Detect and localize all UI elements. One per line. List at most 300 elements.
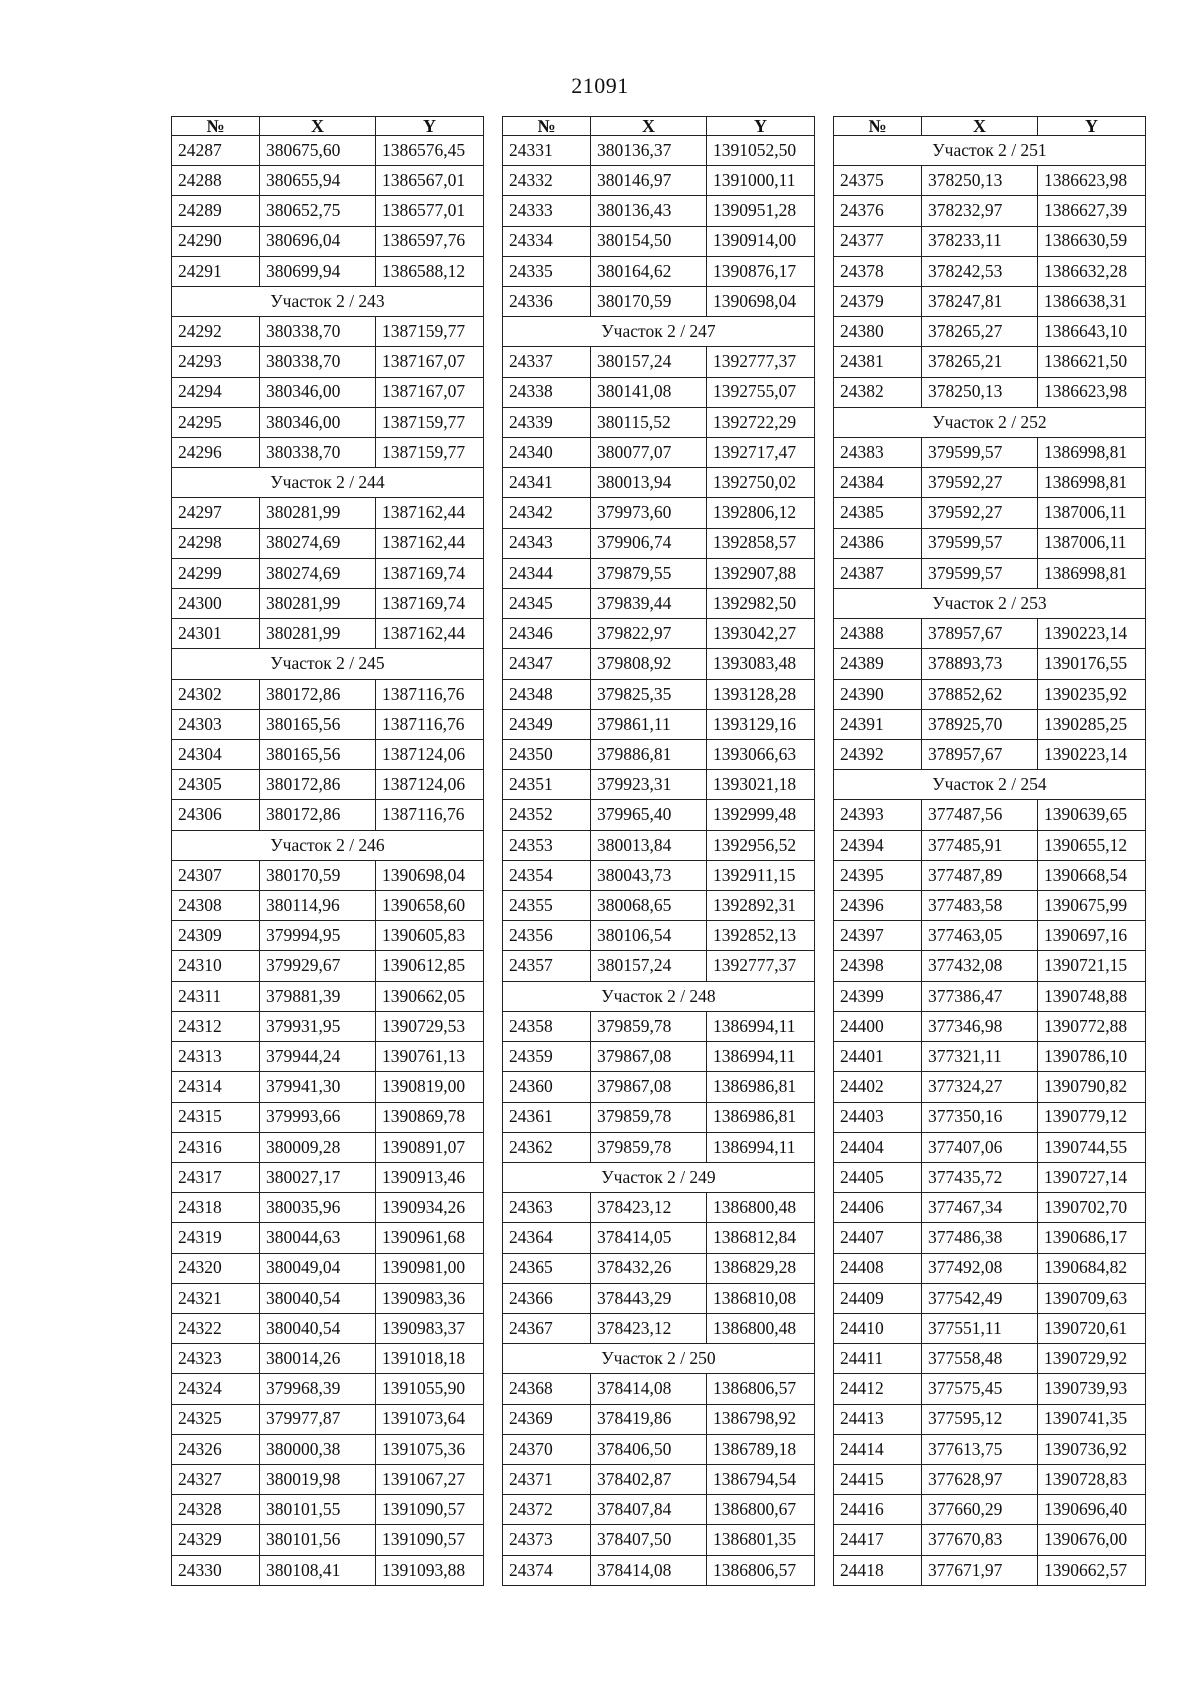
table-row xyxy=(503,468,815,498)
point-number-cell: 24301 xyxy=(172,619,260,649)
x-coordinate-cell: 380165,56 xyxy=(260,709,376,739)
x-coordinate-cell: 380106,54 xyxy=(591,921,707,951)
point-number-cell: 24358 xyxy=(503,1011,591,1041)
table-row xyxy=(503,1404,815,1434)
y-coordinate-cell: 1390961,68 xyxy=(376,1223,484,1253)
y-coordinate-cell: 1390223,14 xyxy=(1038,619,1146,649)
point-number-cell: 24288 xyxy=(172,166,260,196)
point-number-cell: 24331 xyxy=(503,136,591,166)
x-coordinate-cell: 379822,97 xyxy=(591,619,707,649)
header-y: Y xyxy=(376,117,484,136)
point-number-cell: 24413 xyxy=(834,1404,922,1434)
table-row xyxy=(503,770,815,800)
x-coordinate-cell: 378957,67 xyxy=(922,619,1038,649)
table-row xyxy=(172,528,484,558)
x-coordinate-cell: 380338,70 xyxy=(260,317,376,347)
point-number-cell: 24297 xyxy=(172,498,260,528)
x-coordinate-cell: 380049,04 xyxy=(260,1253,376,1283)
point-number-cell: 24295 xyxy=(172,407,260,437)
x-coordinate-cell: 379825,35 xyxy=(591,679,707,709)
table-row xyxy=(503,709,815,739)
x-coordinate-cell: 378406,50 xyxy=(591,1434,707,1464)
point-number-cell: 24414 xyxy=(834,1434,922,1464)
x-coordinate-cell: 377670,83 xyxy=(922,1525,1038,1555)
x-coordinate-cell: 377346,98 xyxy=(922,1011,1038,1041)
x-coordinate-cell: 378232,97 xyxy=(922,196,1038,226)
y-coordinate-cell: 1387006,11 xyxy=(1038,528,1146,558)
table-row xyxy=(834,1193,1146,1223)
x-coordinate-cell: 378402,87 xyxy=(591,1464,707,1494)
table-row xyxy=(834,166,1146,196)
y-coordinate-cell: 1390709,63 xyxy=(1038,1283,1146,1313)
x-coordinate-cell: 378407,50 xyxy=(591,1525,707,1555)
point-number-cell: 24407 xyxy=(834,1223,922,1253)
y-coordinate-cell: 1386986,81 xyxy=(707,1072,815,1102)
point-number-cell: 24381 xyxy=(834,347,922,377)
table-row xyxy=(834,860,1146,890)
point-number-cell: 24398 xyxy=(834,951,922,981)
point-number-cell: 24402 xyxy=(834,1072,922,1102)
x-coordinate-cell: 378925,70 xyxy=(922,709,1038,739)
x-coordinate-cell: 377671,97 xyxy=(922,1555,1038,1585)
point-number-cell: 24374 xyxy=(503,1555,591,1585)
x-coordinate-cell: 377407,06 xyxy=(922,1132,1038,1162)
table-row xyxy=(172,377,484,407)
x-coordinate-cell: 380136,37 xyxy=(591,136,707,166)
point-number-cell: 24387 xyxy=(834,558,922,588)
y-coordinate-cell: 1387162,44 xyxy=(376,528,484,558)
y-coordinate-cell: 1387124,06 xyxy=(376,740,484,770)
y-coordinate-cell: 1390655,12 xyxy=(1038,830,1146,860)
x-coordinate-cell: 379965,40 xyxy=(591,800,707,830)
y-coordinate-cell: 1392806,12 xyxy=(707,498,815,528)
table-row xyxy=(172,981,484,1011)
table-row xyxy=(172,1072,484,1102)
header-x: X xyxy=(922,117,1038,136)
x-coordinate-cell: 378247,81 xyxy=(922,287,1038,317)
point-number-cell: 24379 xyxy=(834,287,922,317)
section-row xyxy=(503,317,815,347)
header-x: X xyxy=(591,117,707,136)
x-coordinate-cell: 380141,08 xyxy=(591,377,707,407)
table-row xyxy=(834,951,1146,981)
point-number-cell: 24376 xyxy=(834,196,922,226)
y-coordinate-cell: 1392858,57 xyxy=(707,528,815,558)
point-number-cell: 24382 xyxy=(834,377,922,407)
coordinate-table-right xyxy=(833,116,1146,1586)
table-row xyxy=(834,1283,1146,1313)
point-number-cell: 24340 xyxy=(503,438,591,468)
x-coordinate-cell: 378957,67 xyxy=(922,740,1038,770)
point-number-cell: 24366 xyxy=(503,1283,591,1313)
point-number-cell: 24293 xyxy=(172,347,260,377)
table-row xyxy=(172,1283,484,1313)
point-number-cell: 24405 xyxy=(834,1162,922,1192)
x-coordinate-cell: 379931,95 xyxy=(260,1011,376,1041)
section-label: Участок 2 / 253 xyxy=(834,589,1146,619)
x-coordinate-cell: 378250,13 xyxy=(922,166,1038,196)
point-number-cell: 24311 xyxy=(172,981,260,1011)
header-y: Y xyxy=(1038,117,1146,136)
table-row xyxy=(503,1434,815,1464)
point-number-cell: 24352 xyxy=(503,800,591,830)
y-coordinate-cell: 1390981,00 xyxy=(376,1253,484,1283)
y-coordinate-cell: 1387162,44 xyxy=(376,619,484,649)
point-number-cell: 24307 xyxy=(172,860,260,890)
table-row xyxy=(503,377,815,407)
x-coordinate-cell: 377595,12 xyxy=(922,1404,1038,1434)
table-row xyxy=(503,860,815,890)
point-number-cell: 24369 xyxy=(503,1404,591,1434)
point-number-cell: 24412 xyxy=(834,1374,922,1404)
table-row xyxy=(172,1162,484,1192)
point-number-cell: 24287 xyxy=(172,136,260,166)
point-number-cell: 24359 xyxy=(503,1042,591,1072)
y-coordinate-cell: 1392777,37 xyxy=(707,951,815,981)
x-coordinate-cell: 379867,08 xyxy=(591,1072,707,1102)
table-row xyxy=(172,740,484,770)
point-number-cell: 24351 xyxy=(503,770,591,800)
y-coordinate-cell: 1390741,35 xyxy=(1038,1404,1146,1434)
point-number-cell: 24361 xyxy=(503,1102,591,1132)
point-number-cell: 24326 xyxy=(172,1434,260,1464)
y-coordinate-cell: 1386627,39 xyxy=(1038,196,1146,226)
x-coordinate-cell: 378852,62 xyxy=(922,679,1038,709)
x-coordinate-cell: 379599,57 xyxy=(922,438,1038,468)
y-coordinate-cell: 1390727,14 xyxy=(1038,1162,1146,1192)
x-coordinate-cell: 378242,53 xyxy=(922,256,1038,286)
point-number-cell: 24346 xyxy=(503,619,591,649)
y-coordinate-cell: 1390686,17 xyxy=(1038,1223,1146,1253)
point-number-cell: 24401 xyxy=(834,1042,922,1072)
x-coordinate-cell: 380044,63 xyxy=(260,1223,376,1253)
x-coordinate-cell: 380013,84 xyxy=(591,830,707,860)
x-coordinate-cell: 380172,86 xyxy=(260,800,376,830)
point-number-cell: 24298 xyxy=(172,528,260,558)
section-label: Участок 2 / 250 xyxy=(503,1344,815,1374)
table-body xyxy=(172,136,484,1586)
table-row xyxy=(834,287,1146,317)
y-coordinate-cell: 1390662,57 xyxy=(1038,1555,1146,1585)
table-row xyxy=(172,317,484,347)
y-coordinate-cell: 1386623,98 xyxy=(1038,377,1146,407)
table-row xyxy=(503,1193,815,1223)
y-coordinate-cell: 1386801,35 xyxy=(707,1525,815,1555)
point-number-cell: 24321 xyxy=(172,1283,260,1313)
point-number-cell: 24380 xyxy=(834,317,922,347)
table-row xyxy=(503,619,815,649)
table-row xyxy=(834,1102,1146,1132)
point-number-cell: 24410 xyxy=(834,1313,922,1343)
table-row xyxy=(503,830,815,860)
x-coordinate-cell: 380136,43 xyxy=(591,196,707,226)
table-row xyxy=(172,709,484,739)
table-row xyxy=(834,1495,1146,1525)
table-row xyxy=(834,800,1146,830)
x-coordinate-cell: 380172,86 xyxy=(260,770,376,800)
point-number-cell: 24291 xyxy=(172,256,260,286)
point-number-cell: 24304 xyxy=(172,740,260,770)
point-number-cell: 24348 xyxy=(503,679,591,709)
x-coordinate-cell: 377483,58 xyxy=(922,891,1038,921)
table-row xyxy=(503,740,815,770)
x-coordinate-cell: 378250,13 xyxy=(922,377,1038,407)
x-coordinate-cell: 379861,11 xyxy=(591,709,707,739)
table-header xyxy=(172,117,484,136)
section-row xyxy=(834,770,1146,800)
y-coordinate-cell: 1386577,01 xyxy=(376,196,484,226)
y-coordinate-cell: 1393021,18 xyxy=(707,770,815,800)
table-row xyxy=(834,1434,1146,1464)
x-coordinate-cell: 380346,00 xyxy=(260,407,376,437)
point-number-cell: 24393 xyxy=(834,800,922,830)
coordinate-table-left xyxy=(171,116,484,1586)
table-row xyxy=(172,770,484,800)
point-number-cell: 24313 xyxy=(172,1042,260,1072)
x-coordinate-cell: 377432,08 xyxy=(922,951,1038,981)
point-number-cell: 24360 xyxy=(503,1072,591,1102)
point-number-cell: 24415 xyxy=(834,1464,922,1494)
table-row xyxy=(503,1042,815,1072)
table-row xyxy=(172,1555,484,1585)
point-number-cell: 24378 xyxy=(834,256,922,286)
x-coordinate-cell: 379929,67 xyxy=(260,951,376,981)
x-coordinate-cell: 377487,89 xyxy=(922,860,1038,890)
x-coordinate-cell: 380281,99 xyxy=(260,589,376,619)
section-label: Участок 2 / 254 xyxy=(834,770,1146,800)
point-number-cell: 24409 xyxy=(834,1283,922,1313)
y-coordinate-cell: 1386789,18 xyxy=(707,1434,815,1464)
y-coordinate-cell: 1390698,04 xyxy=(707,287,815,317)
section-row xyxy=(834,589,1146,619)
y-coordinate-cell: 1390736,92 xyxy=(1038,1434,1146,1464)
point-number-cell: 24338 xyxy=(503,377,591,407)
point-number-cell: 24395 xyxy=(834,860,922,890)
x-coordinate-cell: 379592,27 xyxy=(922,468,1038,498)
table-row xyxy=(834,921,1146,951)
point-number-cell: 24406 xyxy=(834,1193,922,1223)
table-row xyxy=(172,951,484,981)
y-coordinate-cell: 1387159,77 xyxy=(376,317,484,347)
x-coordinate-cell: 380699,94 xyxy=(260,256,376,286)
point-number-cell: 24328 xyxy=(172,1495,260,1525)
page-number: 21091 xyxy=(571,73,629,98)
table-row xyxy=(172,1464,484,1494)
section-row xyxy=(172,830,484,860)
y-coordinate-cell: 1387159,77 xyxy=(376,438,484,468)
x-coordinate-cell: 379881,39 xyxy=(260,981,376,1011)
y-coordinate-cell: 1391055,90 xyxy=(376,1374,484,1404)
x-coordinate-cell: 377324,27 xyxy=(922,1072,1038,1102)
y-coordinate-cell: 1392956,52 xyxy=(707,830,815,860)
y-coordinate-cell: 1391052,50 xyxy=(707,136,815,166)
point-number-cell: 24400 xyxy=(834,1011,922,1041)
y-coordinate-cell: 1387169,74 xyxy=(376,558,484,588)
point-number-cell: 24315 xyxy=(172,1102,260,1132)
x-coordinate-cell: 380164,62 xyxy=(591,256,707,286)
point-number-cell: 24337 xyxy=(503,347,591,377)
point-number-cell: 24290 xyxy=(172,226,260,256)
section-label: Участок 2 / 246 xyxy=(172,830,484,860)
point-number-cell: 24327 xyxy=(172,1464,260,1494)
table-row xyxy=(172,1011,484,1041)
y-coordinate-cell: 1390612,85 xyxy=(376,951,484,981)
table-row xyxy=(834,1555,1146,1585)
point-number-cell: 24389 xyxy=(834,649,922,679)
y-coordinate-cell: 1386632,28 xyxy=(1038,256,1146,286)
table-row xyxy=(503,1525,815,1555)
y-coordinate-cell: 1391090,57 xyxy=(376,1495,484,1525)
table-row xyxy=(172,619,484,649)
point-number-cell: 24320 xyxy=(172,1253,260,1283)
point-number-cell: 24394 xyxy=(834,830,922,860)
section-row xyxy=(172,649,484,679)
table-row xyxy=(503,287,815,317)
y-coordinate-cell: 1390983,37 xyxy=(376,1313,484,1343)
point-number-cell: 24339 xyxy=(503,407,591,437)
y-coordinate-cell: 1386800,48 xyxy=(707,1193,815,1223)
y-coordinate-cell: 1387124,06 xyxy=(376,770,484,800)
x-coordinate-cell: 377558,48 xyxy=(922,1344,1038,1374)
y-coordinate-cell: 1386806,57 xyxy=(707,1374,815,1404)
point-number-cell: 24306 xyxy=(172,800,260,830)
point-number-cell: 24391 xyxy=(834,709,922,739)
table-row xyxy=(172,1132,484,1162)
point-number-cell: 24396 xyxy=(834,891,922,921)
x-coordinate-cell: 380338,70 xyxy=(260,347,376,377)
point-number-cell: 24385 xyxy=(834,498,922,528)
x-coordinate-cell: 380027,17 xyxy=(260,1162,376,1192)
table-row xyxy=(834,981,1146,1011)
table-row xyxy=(834,1132,1146,1162)
point-number-cell: 24305 xyxy=(172,770,260,800)
x-coordinate-cell: 380000,38 xyxy=(260,1434,376,1464)
x-coordinate-cell: 377487,56 xyxy=(922,800,1038,830)
table-row xyxy=(172,891,484,921)
point-number-cell: 24309 xyxy=(172,921,260,951)
point-number-cell: 24310 xyxy=(172,951,260,981)
y-coordinate-cell: 1390235,92 xyxy=(1038,679,1146,709)
table-row xyxy=(834,498,1146,528)
x-coordinate-cell: 379592,27 xyxy=(922,498,1038,528)
point-number-cell: 24397 xyxy=(834,921,922,951)
coordinate-tables xyxy=(171,116,1145,1586)
point-number-cell: 24334 xyxy=(503,226,591,256)
table-row xyxy=(834,649,1146,679)
point-number-cell: 24363 xyxy=(503,1193,591,1223)
y-coordinate-cell: 1390790,82 xyxy=(1038,1072,1146,1102)
table-row xyxy=(172,1495,484,1525)
point-number-cell: 24318 xyxy=(172,1193,260,1223)
table-row xyxy=(503,347,815,377)
section-row xyxy=(172,468,484,498)
table-row xyxy=(172,438,484,468)
point-number-cell: 24365 xyxy=(503,1253,591,1283)
x-coordinate-cell: 380274,69 xyxy=(260,528,376,558)
y-coordinate-cell: 1386994,11 xyxy=(707,1042,815,1072)
table-row xyxy=(834,528,1146,558)
y-coordinate-cell: 1390675,99 xyxy=(1038,891,1146,921)
point-number-cell: 24350 xyxy=(503,740,591,770)
y-coordinate-cell: 1392750,02 xyxy=(707,468,815,498)
x-coordinate-cell: 380172,86 xyxy=(260,679,376,709)
y-coordinate-cell: 1392722,29 xyxy=(707,407,815,437)
table-row xyxy=(503,256,815,286)
x-coordinate-cell: 380115,52 xyxy=(591,407,707,437)
point-number-cell: 24312 xyxy=(172,1011,260,1041)
table-row xyxy=(172,1374,484,1404)
point-number-cell: 24357 xyxy=(503,951,591,981)
x-coordinate-cell: 379859,78 xyxy=(591,1011,707,1041)
point-number-cell: 24417 xyxy=(834,1525,922,1555)
x-coordinate-cell: 379859,78 xyxy=(591,1132,707,1162)
y-coordinate-cell: 1386638,31 xyxy=(1038,287,1146,317)
x-coordinate-cell: 380675,60 xyxy=(260,136,376,166)
y-coordinate-cell: 1391073,64 xyxy=(376,1404,484,1434)
section-row xyxy=(834,136,1146,166)
point-number-cell: 24375 xyxy=(834,166,922,196)
y-coordinate-cell: 1391067,27 xyxy=(376,1464,484,1494)
table-row xyxy=(834,709,1146,739)
y-coordinate-cell: 1390605,83 xyxy=(376,921,484,951)
table-row xyxy=(834,438,1146,468)
table-row xyxy=(834,740,1146,770)
x-coordinate-cell: 377350,16 xyxy=(922,1102,1038,1132)
x-coordinate-cell: 378423,12 xyxy=(591,1193,707,1223)
point-number-cell: 24329 xyxy=(172,1525,260,1555)
x-coordinate-cell: 379993,66 xyxy=(260,1102,376,1132)
header-number: № xyxy=(503,117,591,136)
x-coordinate-cell: 380040,54 xyxy=(260,1283,376,1313)
y-coordinate-cell: 1390176,55 xyxy=(1038,649,1146,679)
y-coordinate-cell: 1390786,10 xyxy=(1038,1042,1146,1072)
point-number-cell: 24377 xyxy=(834,226,922,256)
y-coordinate-cell: 1392777,37 xyxy=(707,347,815,377)
table-row xyxy=(172,166,484,196)
x-coordinate-cell: 378432,26 xyxy=(591,1253,707,1283)
y-coordinate-cell: 1390676,00 xyxy=(1038,1525,1146,1555)
x-coordinate-cell: 377386,47 xyxy=(922,981,1038,1011)
x-coordinate-cell: 378233,11 xyxy=(922,226,1038,256)
table-row xyxy=(503,921,815,951)
point-number-cell: 24345 xyxy=(503,589,591,619)
x-coordinate-cell: 380157,24 xyxy=(591,951,707,981)
x-coordinate-cell: 379944,24 xyxy=(260,1042,376,1072)
x-coordinate-cell: 379994,95 xyxy=(260,921,376,951)
point-number-cell: 24302 xyxy=(172,679,260,709)
y-coordinate-cell: 1392907,88 xyxy=(707,558,815,588)
y-coordinate-cell: 1386810,08 xyxy=(707,1283,815,1313)
y-coordinate-cell: 1391000,11 xyxy=(707,166,815,196)
y-coordinate-cell: 1386829,28 xyxy=(707,1253,815,1283)
table-row xyxy=(834,1464,1146,1494)
section-row xyxy=(503,1162,815,1192)
x-coordinate-cell: 377463,05 xyxy=(922,921,1038,951)
table-row xyxy=(834,679,1146,709)
y-coordinate-cell: 1392982,50 xyxy=(707,589,815,619)
y-coordinate-cell: 1390891,07 xyxy=(376,1132,484,1162)
y-coordinate-cell: 1386986,81 xyxy=(707,1102,815,1132)
x-coordinate-cell: 378265,27 xyxy=(922,317,1038,347)
x-coordinate-cell: 380019,98 xyxy=(260,1464,376,1494)
point-number-cell: 24296 xyxy=(172,438,260,468)
table-row xyxy=(503,136,815,166)
x-coordinate-cell: 380068,65 xyxy=(591,891,707,921)
y-coordinate-cell: 1390913,46 xyxy=(376,1162,484,1192)
point-number-cell: 24353 xyxy=(503,830,591,860)
table-row xyxy=(834,891,1146,921)
table-row xyxy=(834,1404,1146,1434)
